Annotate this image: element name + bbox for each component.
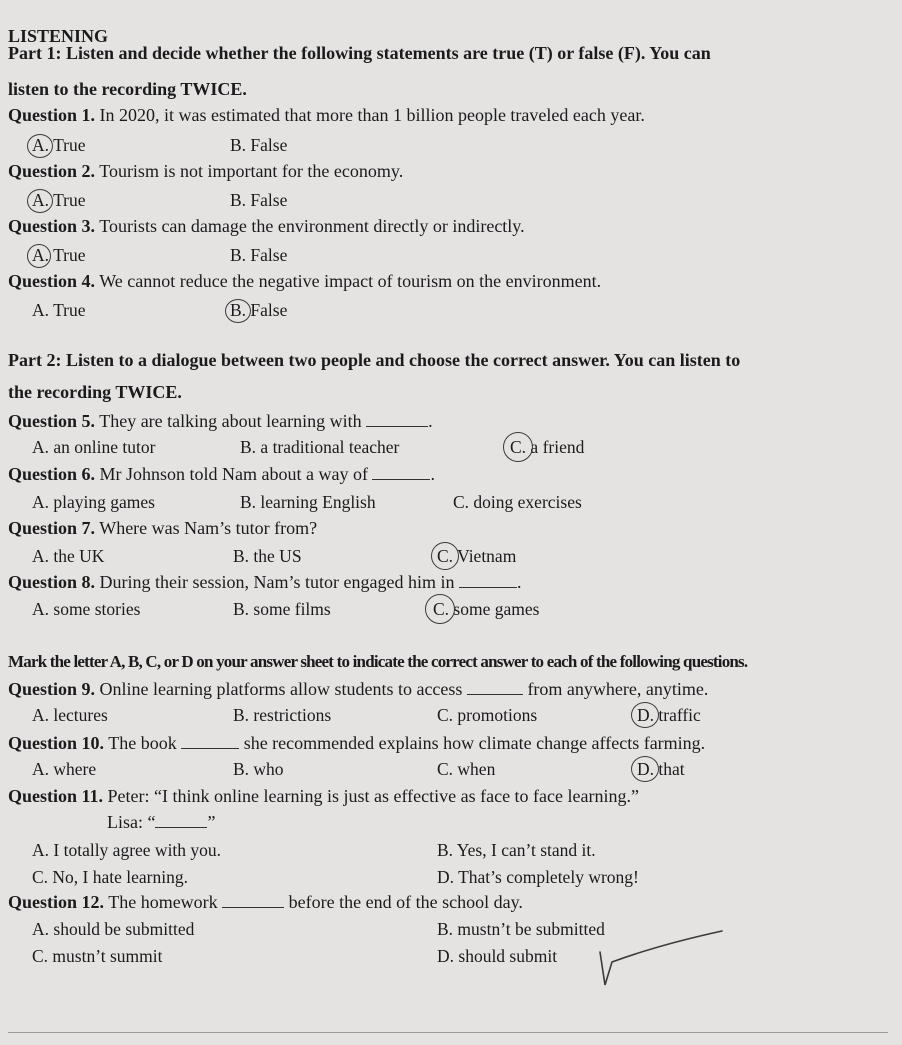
q6-option-a[interactable]: A. playing games	[32, 492, 155, 512]
question-12	[8, 891, 523, 913]
question-9	[8, 678, 708, 700]
question-text-end: from anywhere, anytime.	[527, 679, 709, 699]
answer-circle-mark	[631, 756, 659, 782]
question-number: Question 9.	[8, 679, 96, 699]
q2-option-b[interactable]: B. False	[230, 190, 288, 210]
lisa-reply-end: ”	[207, 812, 216, 832]
section-title: LISTENING	[8, 26, 109, 46]
q9-option-d[interactable]: D. traffic	[637, 705, 701, 725]
answer-circle-mark	[27, 244, 51, 268]
question-text: The book	[108, 733, 177, 753]
question-text-end: .	[430, 464, 435, 484]
question-5	[8, 410, 433, 432]
question-2	[8, 160, 403, 182]
question-number: Question 6.	[8, 464, 96, 484]
question-text: Peter: “I think online learning is just as effective as face to face learning.”	[107, 786, 639, 806]
answer-circle-mark	[503, 432, 533, 462]
question-text-end: she recommended explains how climate change affects farming.	[243, 733, 706, 753]
answer-blank	[366, 412, 428, 427]
q7-option-b[interactable]: B. the US	[233, 546, 302, 566]
q8-option-c[interactable]: C. some games	[433, 599, 540, 619]
q10-option-c[interactable]: C. when	[437, 759, 496, 779]
answer-circle-mark	[425, 594, 455, 624]
q1-option-b[interactable]: B. False	[230, 135, 288, 155]
q4-option-a[interactable]: A. True	[32, 300, 86, 320]
question-6	[8, 463, 435, 485]
q10-option-a[interactable]: A. where	[32, 759, 97, 779]
question-8	[8, 571, 521, 593]
q10-option-d[interactable]: D. that	[637, 759, 685, 779]
q6-option-b[interactable]: B. learning English	[240, 492, 376, 512]
answer-circle-mark	[631, 702, 659, 728]
q5-option-c[interactable]: C. a friend	[510, 437, 585, 457]
part2-instruction-line2: the recording TWICE.	[8, 382, 182, 402]
q9-option-a[interactable]: A. lectures	[32, 705, 108, 725]
question-text: During their session, Nam’s tutor engaged him in	[99, 572, 455, 592]
question-number: Question 12.	[8, 892, 105, 912]
question-4	[8, 270, 601, 292]
q11-option-c[interactable]: C. No, I hate learning.	[32, 867, 188, 887]
question-number: Question 4.	[8, 271, 96, 291]
question-text: Tourists can damage the environment directly or indirectly.	[99, 216, 525, 236]
question-number: Question 1.	[8, 105, 96, 125]
answer-circle-mark	[431, 542, 459, 570]
answer-blank	[181, 734, 239, 749]
answer-blank	[155, 813, 207, 828]
q8-option-b[interactable]: B. some films	[233, 599, 331, 619]
q3-option-a[interactable]: A. True	[32, 245, 86, 265]
answer-circle-mark	[225, 299, 251, 323]
answer-blank	[459, 573, 517, 588]
answer-blank	[372, 465, 430, 480]
q9-option-c[interactable]: C. promotions	[437, 705, 538, 725]
answer-blank	[222, 893, 284, 908]
question-3	[8, 215, 525, 237]
question-text: Online learning platforms allow students to access	[99, 679, 463, 699]
question-text-end: before the end of the school day.	[288, 892, 523, 912]
question-1	[8, 104, 645, 126]
question-text: Mr Johnson told Nam about a way of	[99, 464, 368, 484]
q10-option-b[interactable]: B. who	[233, 759, 284, 779]
q6-option-c[interactable]: C. doing exercises	[453, 492, 582, 512]
q5-option-b[interactable]: B. a traditional teacher	[240, 437, 400, 457]
part3-instruction: Mark the letter A, B, C, or D on your answer sheet to indicate the correct answer to each of the following questions.	[8, 652, 748, 671]
question-number: Question 8.	[8, 572, 96, 592]
q11-option-d[interactable]: D. That’s completely wrong!	[437, 867, 639, 887]
part1-instruction-line2: listen to the recording TWICE.	[8, 79, 247, 99]
part1-instruction-line1: Part 1: Listen and decide whether the following statements are true (T) or false (F). You can	[8, 43, 711, 63]
question-number: Question 10.	[8, 733, 105, 753]
q7-option-c[interactable]: C. Vietnam	[437, 546, 517, 566]
q3-option-b[interactable]: B. False	[230, 245, 288, 265]
q11-option-b[interactable]: B. Yes, I can’t stand it.	[437, 840, 596, 860]
question-number: Question 7.	[8, 518, 96, 538]
lisa-reply-start: Lisa: “	[107, 812, 156, 832]
question-number: Question 5.	[8, 411, 96, 431]
q2-option-a[interactable]: A. True	[32, 190, 86, 210]
question-11	[8, 785, 639, 807]
question-7	[8, 517, 317, 539]
page-divider	[8, 1032, 888, 1033]
question-text: Where was Nam’s tutor from?	[99, 518, 318, 538]
q7-option-a[interactable]: A. the UK	[32, 546, 105, 566]
answer-circle-mark	[27, 134, 53, 158]
question-number: Question 3.	[8, 216, 96, 236]
question-10	[8, 732, 705, 754]
question-number: Question 11.	[8, 786, 104, 806]
q12-option-b[interactable]: B. mustn’t be submitted	[437, 919, 605, 939]
q12-option-c[interactable]: C. mustn’t summit	[32, 946, 163, 966]
q4-option-b[interactable]: B. False	[230, 300, 288, 320]
q1-option-a[interactable]: A. True	[32, 135, 86, 155]
answer-blank	[467, 680, 523, 695]
question-text: The homework	[108, 892, 218, 912]
q9-option-b[interactable]: B. restrictions	[233, 705, 332, 725]
q12-option-a[interactable]: A. should be submitted	[32, 919, 195, 939]
question-text: They are talking about learning with	[99, 411, 362, 431]
question-text-end: .	[516, 572, 522, 592]
question-text-end: .	[428, 411, 433, 431]
part2-instruction-line1: Part 2: Listen to a dialogue between two people and choose the correct answer. You can listen to	[8, 350, 741, 370]
q5-option-a[interactable]: A. an online tutor	[32, 437, 156, 457]
answer-circle-mark	[27, 189, 53, 213]
q11-option-a[interactable]: A. I totally agree with you.	[32, 840, 222, 860]
question-text: Tourism is not important for the economy.	[99, 161, 404, 181]
question-text: In 2020, it was estimated that more than 1 billion people traveled each year.	[99, 105, 645, 125]
lisa-reply-line	[107, 811, 215, 833]
question-number: Question 2.	[8, 161, 96, 181]
question-text: We cannot reduce the negative impact of tourism on the environment.	[99, 271, 602, 291]
q12-option-d[interactable]: D. should submit	[437, 946, 558, 966]
q8-option-a[interactable]: A. some stories	[32, 599, 141, 619]
